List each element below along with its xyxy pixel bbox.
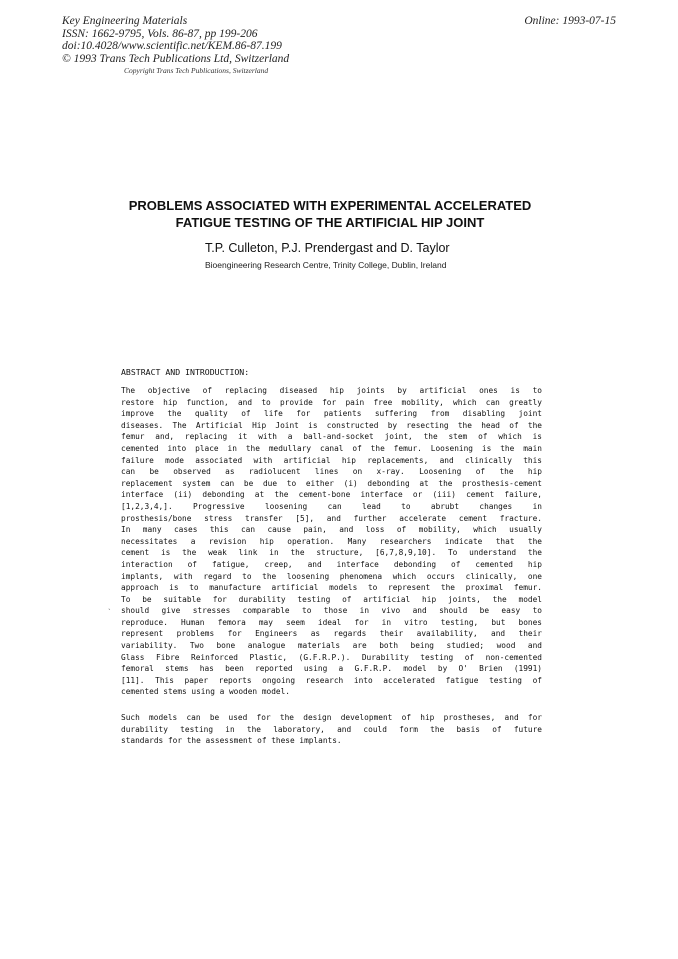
text-line: In many cases this can cause pain, and loss of mobility, which usually — [121, 525, 542, 535]
text-line: To be suitable for durability testing of artificial hip joints, the model — [121, 594, 542, 604]
author-affiliation: Bioengineering Research Centre, Trinity College, Dublin, Ireland — [205, 260, 447, 270]
journal-name: Key Engineering Materials — [62, 15, 188, 27]
text-line: replacement system can be due to either (i) debonding at the prosthesis-cement — [121, 478, 542, 488]
text-line: Glass Fibre Reinforced Plastic, (G.F.R.P.). Durability testing of non-cemented — [121, 652, 542, 662]
doi-line: doi:10.4028/www.scientific.net/KEM.86-87.199 — [62, 40, 282, 52]
text-line: can be observed as radiolucent lines on x-ray. Loosening of the hip — [121, 467, 542, 477]
online-date: Online: 1993-07-15 — [524, 15, 616, 27]
text-line: implants, with regard to the loosening phenomena which occurs clinically, one — [121, 571, 542, 581]
text-line: cemented into place in the medullary canal of the femur. Loosening is the main — [121, 443, 542, 453]
text-line: restore hip function, and to provide for pain free mobility, which can greatly — [121, 397, 542, 407]
publisher-line: © 1993 Trans Tech Publications Ltd, Switzerland — [62, 52, 290, 65]
text-line: represent problems for Engineers as regards their availability, and their — [121, 629, 542, 639]
section-heading: ABSTRACT AND INTRODUCTION: — [121, 367, 250, 377]
abstract-paragraph-1 — [121, 385, 542, 698]
paper-authors: T.P. Culleton, P.J. Prendergast and D. Taylor — [205, 241, 450, 255]
text-line: interface (ii) debonding at the cement-bone interface or (iii) cement failure, — [121, 490, 542, 500]
text-line: durability testing in the laboratory, and could form the basis of future — [121, 724, 542, 734]
text-line: cement is the weak link in the structure, [6,7,8,9,10]. To understand the — [121, 548, 542, 558]
text-line: reproduce. Human femora may seem ideal for in vitro testing, but bones — [121, 617, 542, 627]
title-line-2: FATIGUE TESTING OF THE ARTIFICIAL HIP JOINT — [175, 215, 485, 230]
text-line: standards for the assessment of these implants. — [121, 736, 342, 746]
text-line: should give stresses comparable to those in vivo and should be easy to — [121, 606, 542, 616]
text-line: Such models can be used for the design development of hip prostheses, and for — [121, 713, 542, 722]
issn-line: ISSN: 1662-9795, Vols. 86-87, pp 199-206 — [62, 27, 258, 40]
text-line: interaction of fatigue, creep, and interface debonding of cemented hip — [121, 559, 542, 569]
text-line: [11]. This paper reports ongoing research into accelerated fatigue testing of — [121, 675, 542, 685]
text-line: failure mode associated with artificial hip replacements, and clinically this — [121, 455, 542, 465]
text-line: necessitates a revision hip operation. Many researchers indicate that the — [121, 536, 542, 546]
margin-mark: ˎ — [108, 601, 111, 610]
copyright-notice: Copyright Trans Tech Publications, Switzerland — [124, 66, 269, 75]
title-line-1: PROBLEMS ASSOCIATED WITH EXPERIMENTAL ACCELERATED — [128, 198, 532, 213]
text-line: approach is to manufacture artificial models to represent the proximal femur. — [121, 583, 542, 593]
text-line: [1,2,3,4,]. Progressive loosening can lead to abrubt changes in — [121, 501, 542, 511]
text-line: The objective of replacing diseased hip joints by artificial ones is to — [121, 386, 542, 395]
text-line: femoral stems has been reported using a G.F.R.P. model by O' Brien (1991) — [121, 664, 542, 674]
journal-header — [62, 15, 289, 76]
text-line: prosthesis/bone stress transfer [5], and further accelerate cement fracture. — [121, 513, 542, 523]
text-line: cemented stems using a wooden model. — [121, 687, 290, 697]
text-line: diseases. The Artificial Hip Joint is constructed by resecting the head of the — [121, 420, 542, 430]
abstract-paragraph-2 — [121, 712, 542, 747]
text-line: variability. Two bone analogue materials are both being studied; wood and — [121, 641, 542, 651]
text-line: improve the quality of life for patients suffering from disabling joint — [121, 409, 542, 419]
text-line: femur and, replacing it with a ball-and-socket joint, the stem of which is — [121, 432, 542, 442]
paper-title — [110, 197, 550, 231]
